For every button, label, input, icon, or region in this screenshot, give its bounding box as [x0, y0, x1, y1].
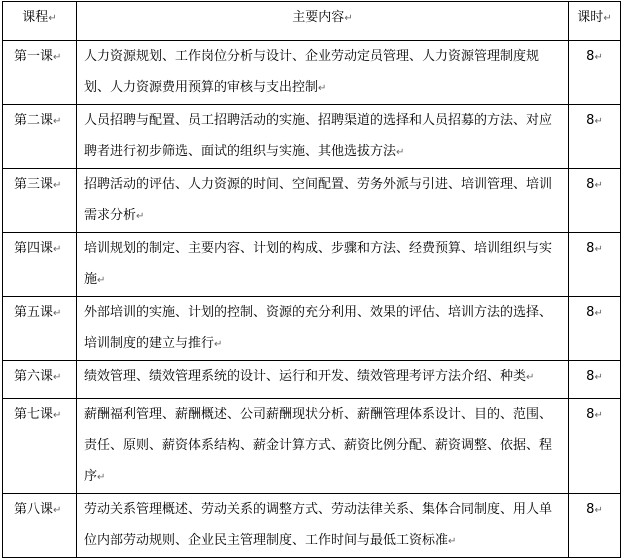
- content-cell: 人力资源规划、工作岗位分析与设计、企业劳动定员管理、人力资源管理制度规划、人力资源费用预算的审核与支出控制↵: [77, 41, 569, 105]
- header-hours: 课时↵: [569, 2, 621, 41]
- table-row: [3, 399, 621, 494]
- lesson-cell: 第三课↵: [3, 169, 77, 233]
- hours-cell: 8↵: [569, 233, 621, 297]
- table-header-row: [3, 2, 621, 41]
- table-row: [3, 297, 621, 361]
- hours-cell: 8↵: [569, 399, 621, 494]
- header-lesson: 课程↵: [3, 2, 77, 41]
- content-cell: 培训规划的制定、主要内容、计划的构成、步骤和方法、经费预算、培训组织与实施↵: [77, 233, 569, 297]
- lesson-cell: 第七课↵: [3, 399, 77, 494]
- table-row: [3, 169, 621, 233]
- lesson-cell: 第八课↵: [3, 494, 77, 558]
- hours-cell: 8↵: [569, 169, 621, 233]
- table-row: [3, 494, 621, 558]
- header-content: 主要内容↵: [77, 2, 569, 41]
- table-row: [3, 233, 621, 297]
- content-cell: 外部培训的实施、计划的控制、资源的充分利用、效果的评估、培训方法的选择、培训制度的建立与推行↵: [77, 297, 569, 361]
- curriculum-table: [2, 1, 621, 558]
- content-cell: 招聘活动的评估、人力资源的时间、空间配置、劳务外派与引进、培训管理、培训需求分析↵: [77, 169, 569, 233]
- content-cell: 薪酬福利管理、薪酬概述、公司薪酬现状分析、薪酬管理体系设计、目的、范围、责任、原则、薪资体系结构、薪金计算方式、薪资比例分配、薪资调整、依据、程序↵: [77, 399, 569, 494]
- hours-cell: 8↵: [569, 105, 621, 169]
- lesson-cell: 第六课↵: [3, 361, 77, 399]
- hours-cell: 8↵: [569, 41, 621, 105]
- lesson-cell: 第五课↵: [3, 297, 77, 361]
- hours-cell: 8↵: [569, 297, 621, 361]
- content-cell: 劳动关系管理概述、劳动关系的调整方式、劳动法律关系、集体合同制度、用人单位内部劳动规则、企业民主管理制度、工作时间与最低工资标准↵: [77, 494, 569, 558]
- lesson-cell: 第四课↵: [3, 233, 77, 297]
- hours-cell: 8↵: [569, 494, 621, 558]
- hours-cell: 8↵: [569, 361, 621, 399]
- table-row: [3, 105, 621, 169]
- content-cell: 人员招聘与配置、员工招聘活动的实施、招聘渠道的选择和人员招募的方法、对应聘者进行初步筛选、面试的组织与实施、其他选拔方法↵: [77, 105, 569, 169]
- lesson-cell: 第二课↵: [3, 105, 77, 169]
- table-row: [3, 41, 621, 105]
- table-row: [3, 361, 621, 399]
- lesson-cell: 第一课↵: [3, 41, 77, 105]
- content-cell: 绩效管理、绩效管理系统的设计、运行和开发、绩效管理考评方法介绍、种类↵: [77, 361, 569, 399]
